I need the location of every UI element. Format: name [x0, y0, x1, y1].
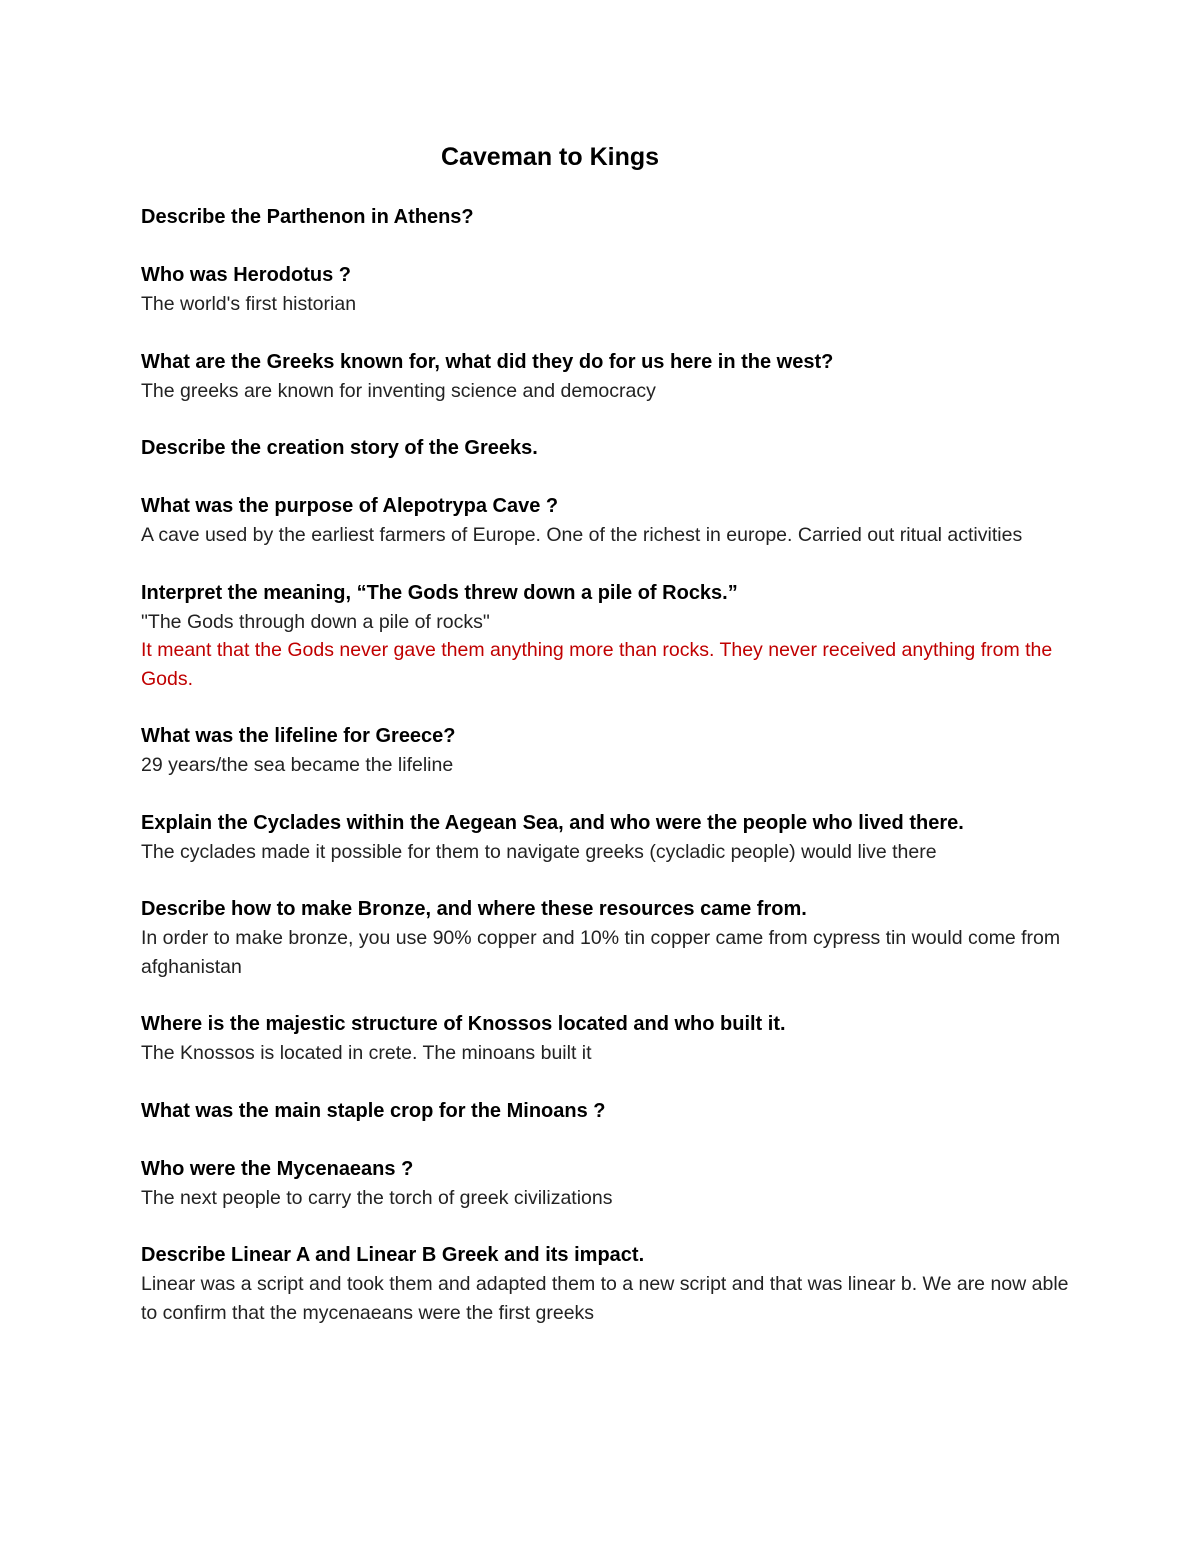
- answer-text: The next people to carry the torch of greek civilizations: [141, 1186, 613, 1209]
- question-text: Interpret the meaning, “The Gods threw down a pile of Rocks.”: [141, 581, 738, 604]
- question-block: [141, 809, 1081, 867]
- question-text: Who was Herodotus ?: [141, 264, 351, 286]
- question-text: Describe the creation story of the Greeks.: [141, 437, 538, 459]
- answer-text: "The Gods through down a pile of rocks": [141, 610, 490, 633]
- question-block: [141, 348, 1081, 406]
- question-block: [141, 261, 1081, 319]
- answer-text: The world's first historian: [141, 293, 357, 315]
- question-text: Where is the majestic structure of Knossos located and who built it.: [141, 1013, 786, 1035]
- answer-text: The greeks are known for inventing science and democracy: [141, 379, 656, 402]
- question-text: Describe the Parthenon in Athens?: [141, 206, 474, 228]
- question-block: [141, 492, 1081, 550]
- question-text: What was the lifeline for Greece?: [141, 725, 456, 747]
- document-title: Caveman to Kings: [440, 143, 660, 171]
- question-text: What are the Greeks known for, what did they do for us here in the west?: [141, 350, 834, 373]
- question-text: Describe how to make Bronze, and where these resources came from.: [141, 898, 807, 920]
- answer-text: It meant that the Gods never gave them anything more than rocks. They never received anything from the Gods.: [141, 639, 1053, 690]
- answer-text: The Knossos is located in crete. The minoans built it: [141, 1042, 592, 1064]
- question-text: Explain the Cyclades within the Aegean Sea, and who were the people who lived there.: [141, 811, 964, 834]
- question-block: [141, 1241, 1081, 1327]
- answer-text: A cave used by the earliest farmers of Europe. One of the richest in europe. Carried out ritual activities: [141, 524, 1023, 546]
- question-block: [141, 1155, 1081, 1213]
- question-list: [141, 203, 1081, 1356]
- question-block: [141, 434, 1081, 463]
- question-text: What was the main staple crop for the Minoans ?: [141, 1099, 606, 1122]
- answer-text: Linear was a script and took them and adapted them to a new script and that was linear b. We are now able to confirm that the mycenaeans were the first greeks: [141, 1273, 1069, 1324]
- question-block: [141, 579, 1081, 694]
- question-block: [141, 203, 1081, 232]
- answer-text: In order to make bronze, you use 90% copper and 10% tin copper came from cypress tin would come from afghanistan: [141, 927, 1061, 978]
- question-text: Describe Linear A and Linear B Greek and its impact.: [141, 1244, 645, 1266]
- question-block: [141, 895, 1081, 981]
- answer-text: The cyclades made it possible for them to navigate greeks (cycladic people) would live there: [141, 840, 937, 863]
- question-block: [141, 1097, 1081, 1126]
- question-block: [141, 722, 1081, 780]
- question-text: Who were the Mycenaeans ?: [141, 1157, 414, 1180]
- question-block: [141, 1010, 1081, 1068]
- answer-text: 29 years/the sea became the lifeline: [141, 754, 454, 776]
- question-text: What was the purpose of Alepotrypa Cave ?: [141, 495, 559, 517]
